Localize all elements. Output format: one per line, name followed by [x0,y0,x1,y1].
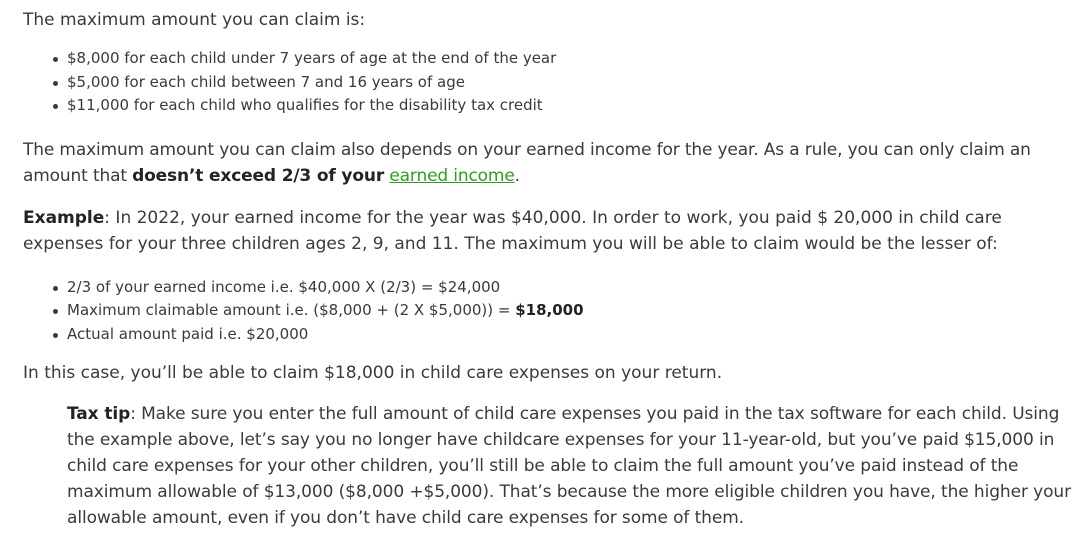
example-label: Example [23,207,105,228]
tax-tip-paragraph [67,401,1080,531]
list-item: 2/3 of your earned income i.e. $40,000 X (2/3) = $24,000 [67,276,1080,300]
tax-tip-label: Tax tip [67,404,131,424]
calculation-list [23,276,1080,347]
example-paragraph [23,205,1080,257]
income-bold-text: doesn’t exceed 2/3 of your [132,165,385,186]
earned-income-link[interactable]: earned income [389,165,515,186]
income-paragraph [23,137,1080,189]
list-item: $11,000 for each child who qualifies for the disability tax credit [67,94,1080,118]
income-text: The maximum amount you can claim also depends on your earned income for the year. As a rule, you can only claim an amount that [23,139,1031,186]
max-amount-list [23,47,1080,118]
list-item: Actual amount paid i.e. $20,000 [67,323,1080,347]
example-text: : In 2022, your earned income for the year was $40,000. In order to work, you paid $ 20,000 in child care expenses for your three children ages 2, 9, and 11. The maximum you will be able to claim would be the lesser of: [23,207,1002,254]
list-item: $5,000 for each child between 7 and 16 years of age [67,71,1080,95]
tax-tip-text: : Make sure you enter the full amount of child care expenses you paid in the tax software for each child. Using the example above, let’s say you no longer have childcare expenses for your 11-year-old, but you’ve paid $15,000 in child care expenses for your other children, you’ll still be able to claim the full amount you’ve paid instead of the maximum allowable of $13,000 ($8,000 +$5,000). That’s because the more eligible children you have, the higher your allowable amount, even if you don’t have child care expenses for some of them. [67,404,1071,528]
list-item [67,299,1080,323]
income-period: . [514,165,520,186]
case-paragraph: In this case, you’ll be able to claim $18,000 in child care expenses on your return. [23,363,723,383]
list-item: $8,000 for each child under 7 years of age at the end of the year [67,47,1080,71]
calc-line-text: Maximum claimable amount i.e. ($8,000 + (2 X $5,000)) = [67,301,516,319]
calc-line-bold: $18,000 [515,301,584,319]
intro-paragraph: The maximum amount you can claim is: [23,10,366,30]
